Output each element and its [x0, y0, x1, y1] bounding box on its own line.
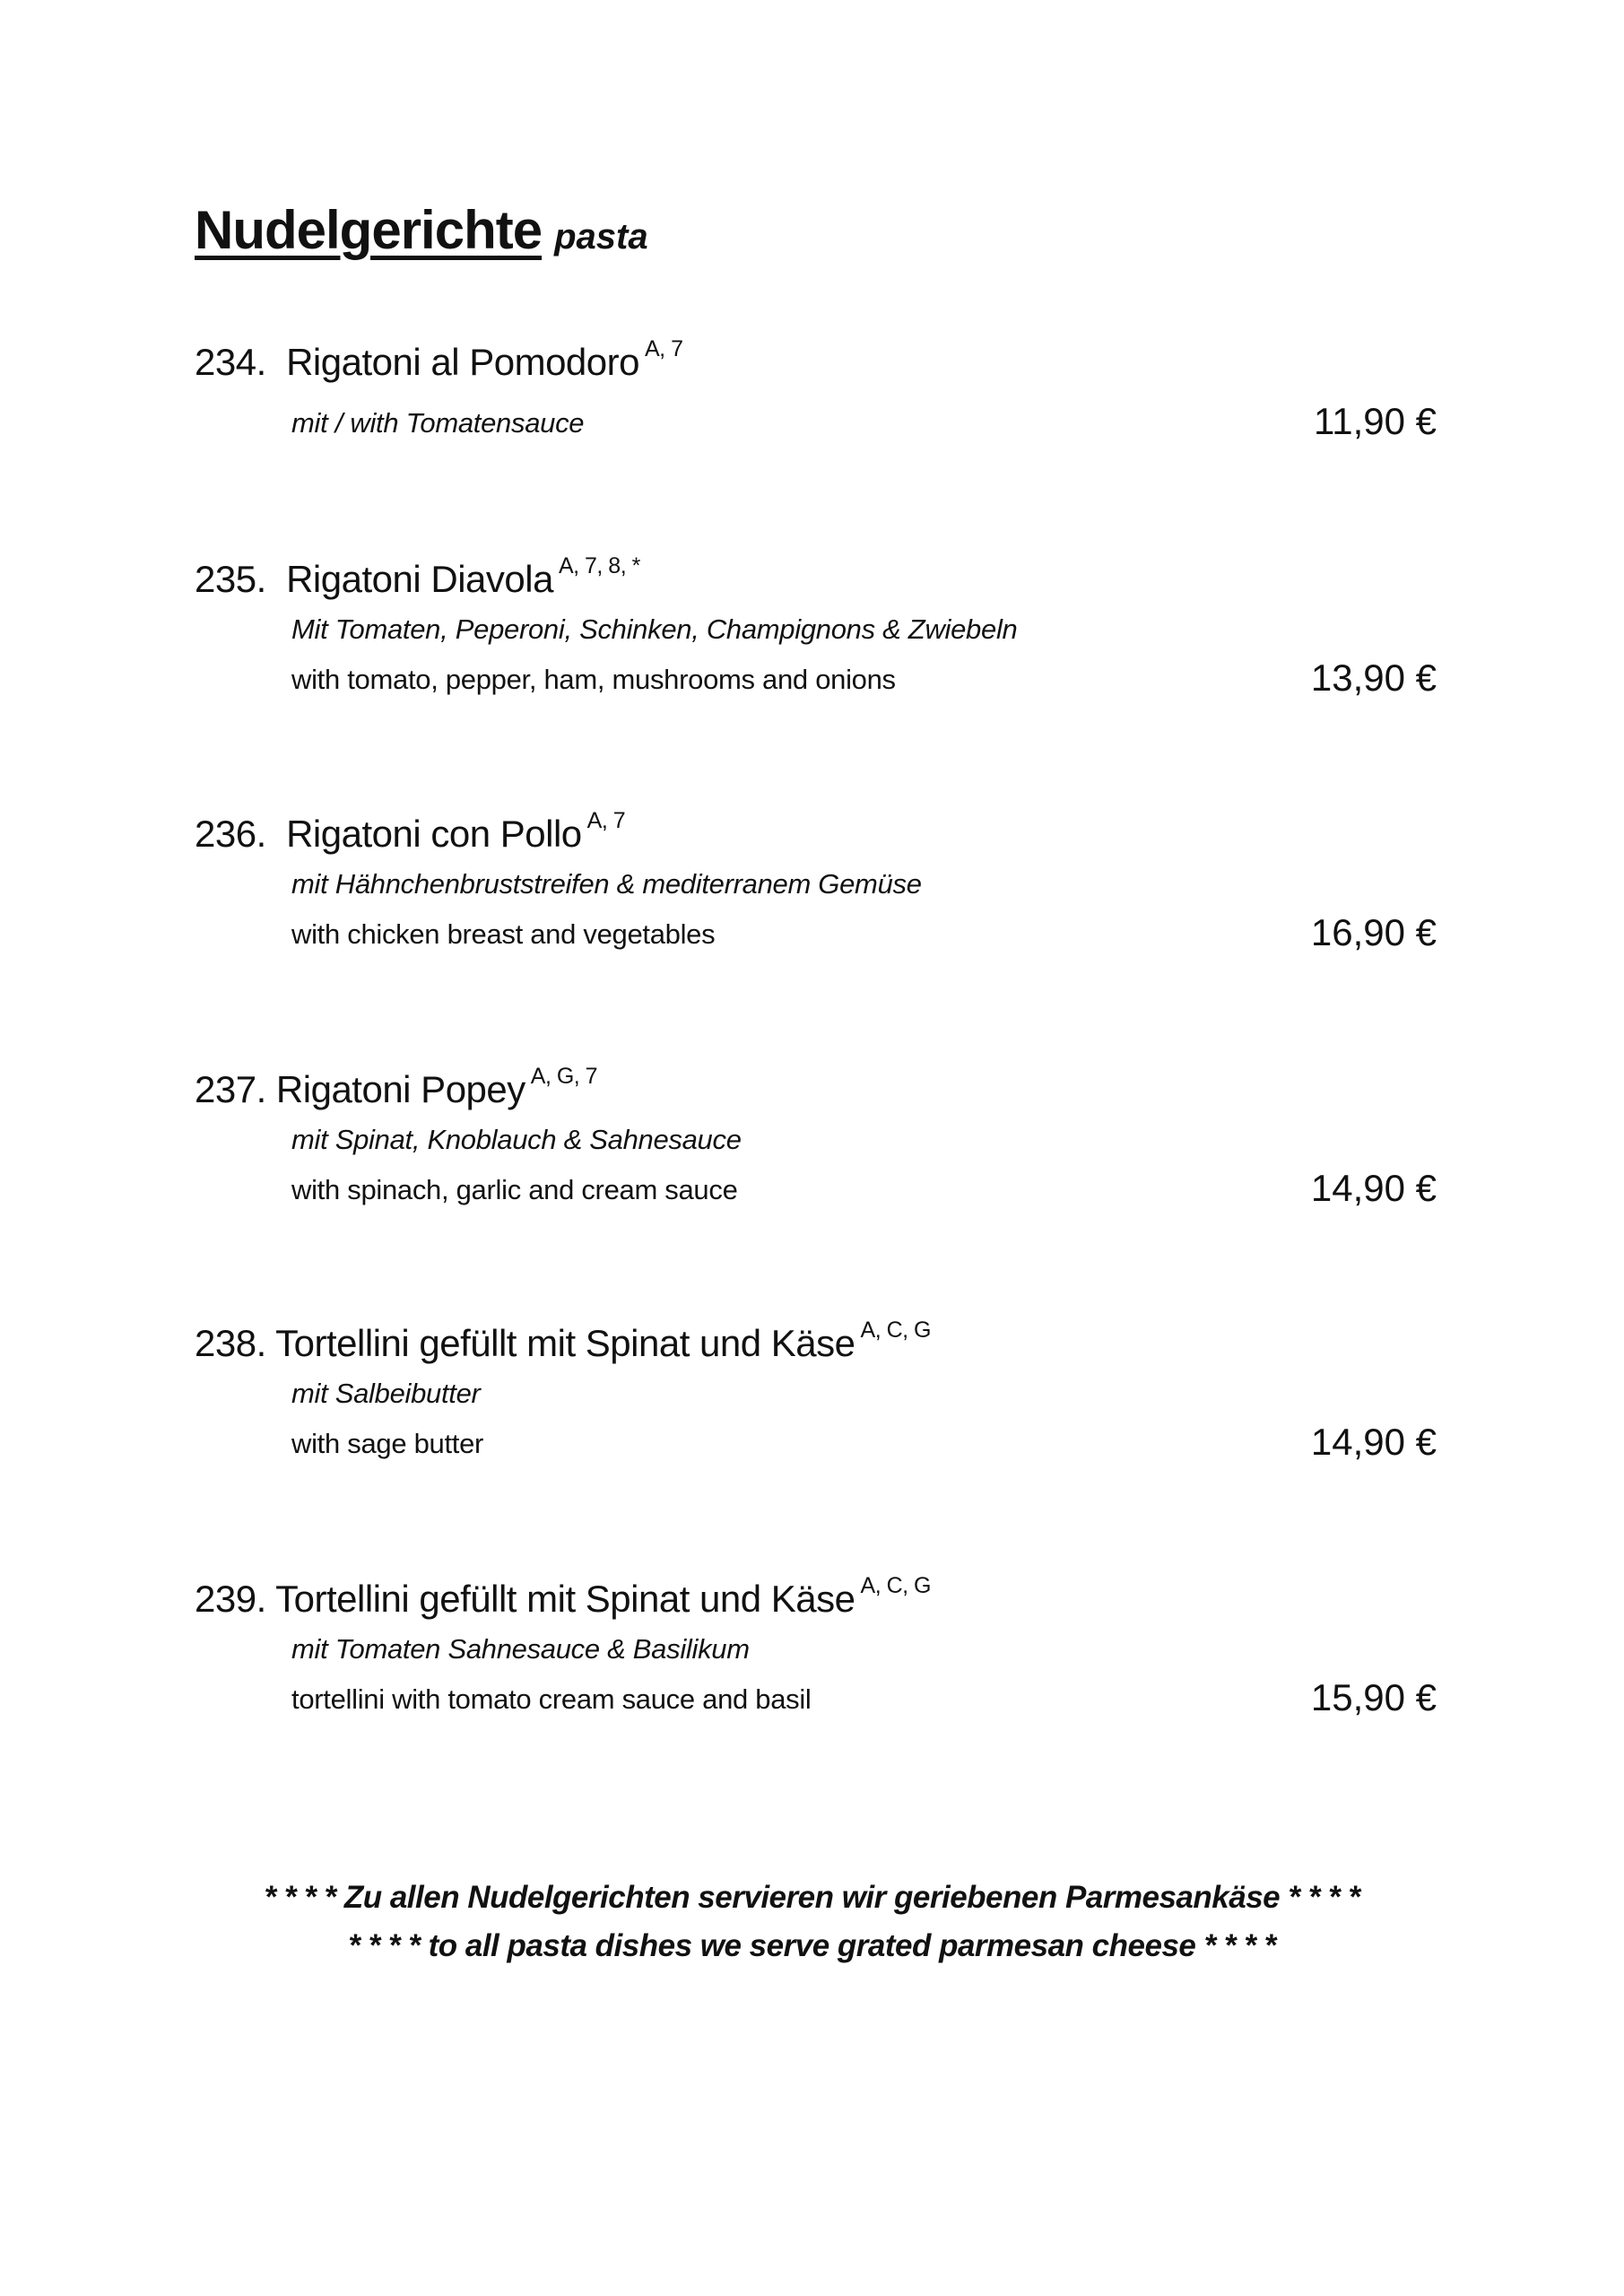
- page-heading: [195, 199, 648, 261]
- item-title: [195, 1318, 1437, 1365]
- item-number: 239.: [195, 1578, 266, 1620]
- item-price: 14,90 €: [1310, 1167, 1437, 1209]
- item-name: Rigatoni con Pollo: [286, 813, 582, 855]
- item-price: 15,90 €: [1310, 1676, 1437, 1718]
- footer-note-de: * * * * Zu allen Nudelgerichten servieren wir geriebenen Parmesankäse * * * *: [264, 1880, 1360, 1915]
- item-desc-de: mit Tomaten Sahnesauce & Basilikum: [291, 1633, 750, 1665]
- menu-item: [195, 1064, 1437, 1209]
- item-title: [195, 1573, 1437, 1621]
- item-desc-de: mit Salbeibutter: [291, 1378, 481, 1409]
- footer-note-en: * * * * to all pasta dishes we serve grated parmesan cheese * * * *: [348, 1928, 1276, 1963]
- item-desc-en: with sage butter: [291, 1428, 484, 1459]
- item-allergens: A, 7: [645, 336, 683, 361]
- item-price: 16,90 €: [1310, 911, 1437, 953]
- item-allergens: A, G, 7: [530, 1064, 598, 1089]
- item-allergens: A, C, G: [860, 1573, 931, 1598]
- item-name: Rigatoni al Pomodoro: [286, 341, 639, 383]
- item-number: 237.: [195, 1068, 266, 1110]
- item-desc-en: with chicken breast and vegetables: [291, 918, 716, 950]
- item-title: [195, 553, 1437, 601]
- item-desc-en: with spinach, garlic and cream sauce: [291, 1174, 738, 1205]
- menu-item: [195, 336, 1437, 442]
- item-desc-en: tortellini with tomato cream sauce and basil: [291, 1683, 812, 1715]
- heading-title: Nudelgerichte: [195, 200, 543, 260]
- heading-subtitle: pasta: [554, 217, 648, 257]
- item-title: [195, 808, 1437, 856]
- item-desc-de: mit / with Tomatensauce: [291, 407, 585, 439]
- menu-item: [195, 1318, 1437, 1463]
- item-number: 235.: [195, 558, 266, 600]
- item-name: Tortellini gefüllt mit Spinat und Käse: [275, 1322, 855, 1364]
- item-title: [195, 336, 1437, 384]
- item-price: 13,90 €: [1310, 657, 1437, 699]
- item-desc-de: mit Spinat, Knoblauch & Sahnesauce: [291, 1124, 742, 1155]
- item-allergens: A, 7: [586, 808, 626, 833]
- item-price: 14,90 €: [1310, 1421, 1437, 1463]
- item-desc-en: with tomato, pepper, ham, mushrooms and onions: [291, 664, 896, 695]
- item-name: Rigatoni Popey: [275, 1068, 525, 1110]
- item-allergens: A, C, G: [860, 1318, 931, 1343]
- item-desc-de: Mit Tomaten, Peperoni, Schinken, Champignons & Zwiebeln: [291, 613, 1018, 645]
- menu-item: [195, 1573, 1437, 1718]
- item-number: 236.: [195, 813, 266, 855]
- item-title: [195, 1064, 1437, 1111]
- item-number: 238.: [195, 1322, 266, 1364]
- menu-item: [195, 808, 1437, 953]
- item-price: 11,90 €: [1313, 400, 1437, 442]
- item-desc-de: mit Hähnchenbruststreifen & mediterranem Gemüse: [291, 868, 922, 900]
- item-number: 234.: [195, 341, 266, 383]
- item-name: Rigatoni Diavola: [286, 558, 553, 600]
- item-allergens: A, 7, 8, *: [558, 553, 640, 578]
- item-name: Tortellini gefüllt mit Spinat und Käse: [275, 1578, 855, 1620]
- menu-item: [195, 553, 1437, 699]
